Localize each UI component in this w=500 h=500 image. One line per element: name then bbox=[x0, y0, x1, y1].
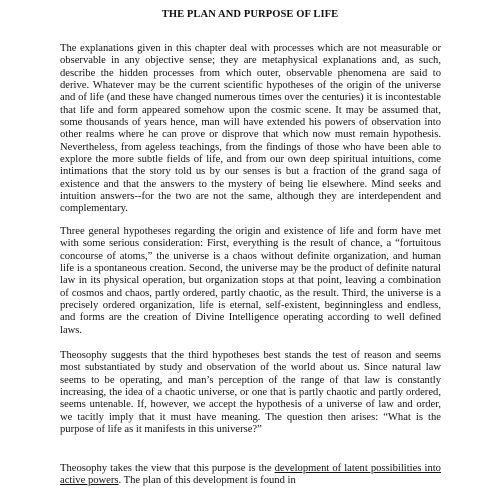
page-title: THE PLAN AND PURPOSE OF LIFE bbox=[161, 9, 339, 20]
paragraph-theosophy-view bbox=[60, 463, 441, 488]
paragraph-text-after-underline: . The plan of this development is found in bbox=[118, 475, 296, 487]
paragraph-theosophy-suggests: Theosophy suggests that the third hypotheses best stands the test of reason and seems most substantiated by study and observation of the world about us. Since natural law seems to be operating, and man’s perception of the range of that law is constantly increasing, the idea of a chaotic universe, or one that is partly chaotic and partly ordered, seems untenable. If, however, we accept the hypothesis of a universe of law and order, we tacitly imply that it must have meaning. The question then arises: “What is the purpose of life as it manifests in this universe?” bbox=[60, 350, 441, 436]
underlined-phrase: development of latent possibilities into active powers bbox=[60, 463, 441, 487]
paragraph-three-hypotheses: Three general hypotheses regarding the origin and existence of life and form have met with some serious consideration: First, everything is the result of chance, a “fortuitous concourse of atoms,” the universe is a chaos without definite organization, and human life is a spontaneous creation. Second, the universe may be the product of definite natural law in its physical operation, but organization stops at that point, leaving a combination of cosmos and chaos, partly ordered, partly chaotic, as the result. Third, the universe is a precisely ordered organization, life is eternal, self-existent, beginningless and endless, and forms are the creation of Divine Intelligence operating according to well defined laws. bbox=[60, 226, 441, 336]
paragraph-text-before-underline: Theosophy takes the view that this purpose is the bbox=[60, 463, 275, 474]
paragraph-explanations: The explanations given in this chapter deal with processes which are not measurable or observable in any objective sense; they are metaphysical explanations and, as such, describe the hidden processes from which outer, observable phenomena are said to derive. Whatever may be the current scientific hypotheses of the origin of the universe and of life (and these have changed numerous times over the centuries) it is incontestable that life and form appeared somehow upon the cosmic scene. It may be assumed that, some thousands of years hence, man will have extended his powers of observation into other realms where he can prove or disprove that which now must remain hypothesis. Nevertheless, from ageless teachings, from the findings of those who have been able to explore the more subtle fields of life, and from our own deep spiritual intuitions, come intimations that the story told us by our senses is but a fraction of the grand saga of existence and that the answers to the mystery of being lie elsewhere. Mind seeks and intuition answers--for the two are not the same, although they are interdependent and complementary. bbox=[60, 43, 441, 215]
